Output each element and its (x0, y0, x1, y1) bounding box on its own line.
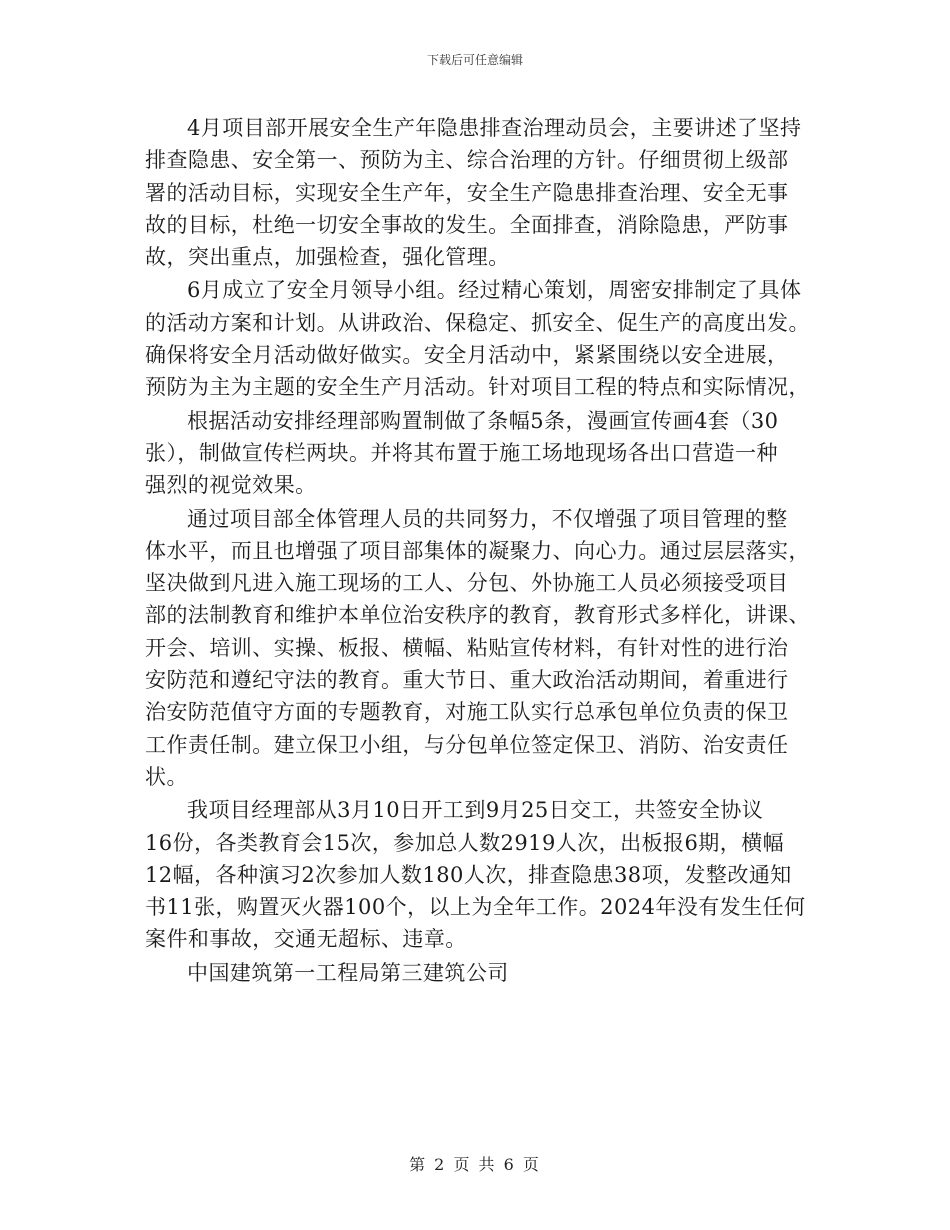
text-line: 的活动方案和计划。从讲政治、保稳定、抓安全、促生产的高度出发。 (145, 310, 810, 335)
paragraph-statistics (145, 794, 815, 955)
company-signature: 中国建筑第一工程局第三建筑公司 (187, 960, 509, 985)
page-header: 下载后可任意编辑 (426, 53, 523, 67)
text-line: 安防范和遵纪守法的教育。重大节日、重大政治活动期间，着重进行 (145, 668, 789, 693)
text-line: 16份，各类教育会15次，参加总人数2919人次，出板报6期，横幅 (145, 830, 785, 855)
document-body (145, 112, 815, 989)
text-line: 6月成立了安全月领导小组。经过精心策划，周密安排制定了具体 (187, 278, 802, 303)
text-line: 开会、培训、实操、板报、横幅、粘贴宣传材料，有针对性的进行治 (145, 635, 789, 660)
text-line: 排查隐患、安全第一、预防为主、综合治理的方针。仔细贯彻上级部 (145, 148, 789, 173)
text-line: 案件和事故，交通无超标、违章。 (145, 927, 467, 952)
text-line: 署的活动目标，实现安全生产年，安全生产隐患排查治理、安全无事 (145, 180, 789, 205)
text-line: 4月项目部开展安全生产年隐患排查治理动员会，主要讲述了坚持 (187, 116, 802, 140)
text-line: 书11张，购置灭火器100个，以上为全年工作。2024年没有发生任何 (145, 895, 806, 920)
text-line: 故，突出重点，加强检查，强化管理。 (145, 245, 510, 270)
paragraph-june (145, 274, 815, 403)
text-line: 确保将安全月活动做好做实。安全月活动中，紧紧围绕以安全进展， (145, 343, 789, 368)
paragraph-signature (145, 957, 815, 989)
paragraph-april (145, 112, 815, 273)
text-line: 部的法制教育和维护本单位治安秩序的教育，教育形式多样化，讲课、 (145, 603, 810, 628)
paragraph-banners (145, 405, 815, 502)
text-line: 我项目经理部从3月10日开工到9月25日交工，共签安全协议 (187, 798, 764, 823)
text-line: 体水平，而且也增强了项目部集体的凝聚力、向心力。通过层层落实， (145, 538, 810, 563)
text-line: 12幅，各种演习2次参加人数180人次，排查隐患38项，发整改通知 (145, 862, 792, 887)
text-line: 故的目标，杜绝一切安全事故的发生。全面排查，消除隐患，严防事 (145, 212, 789, 237)
page-number-footer: 第 2 页 共 6 页 (409, 1155, 541, 1174)
text-line: 通过项目部全体管理人员的共同努力，不仅增强了项目管理的整 (187, 506, 788, 531)
text-line: 坚决做到凡进入施工现场的工人、分包、外协施工人员必须接受项目 (145, 571, 789, 596)
text-line: 张），制做宣传栏两块。并将其布置于施工场地现场各出口营造一种 (145, 440, 778, 465)
text-line: 强烈的视觉效果。 (145, 473, 317, 498)
text-line: 根据活动安排经理部购置制做了条幅5条，漫画宣传画4套（30 (187, 408, 779, 433)
paragraph-management (145, 503, 815, 794)
text-line: 工作责任制。建立保卫小组，与分包单位签定保卫、消防、治安责任 (145, 732, 789, 757)
text-line: 预防为主为主题的安全生产月活动。针对项目工程的特点和实际情况， (145, 375, 810, 400)
text-line: 状。 (145, 764, 188, 789)
text-line: 治安防范值守方面的专题教育，对施工队实行总承包单位负责的保卫 (145, 700, 789, 725)
